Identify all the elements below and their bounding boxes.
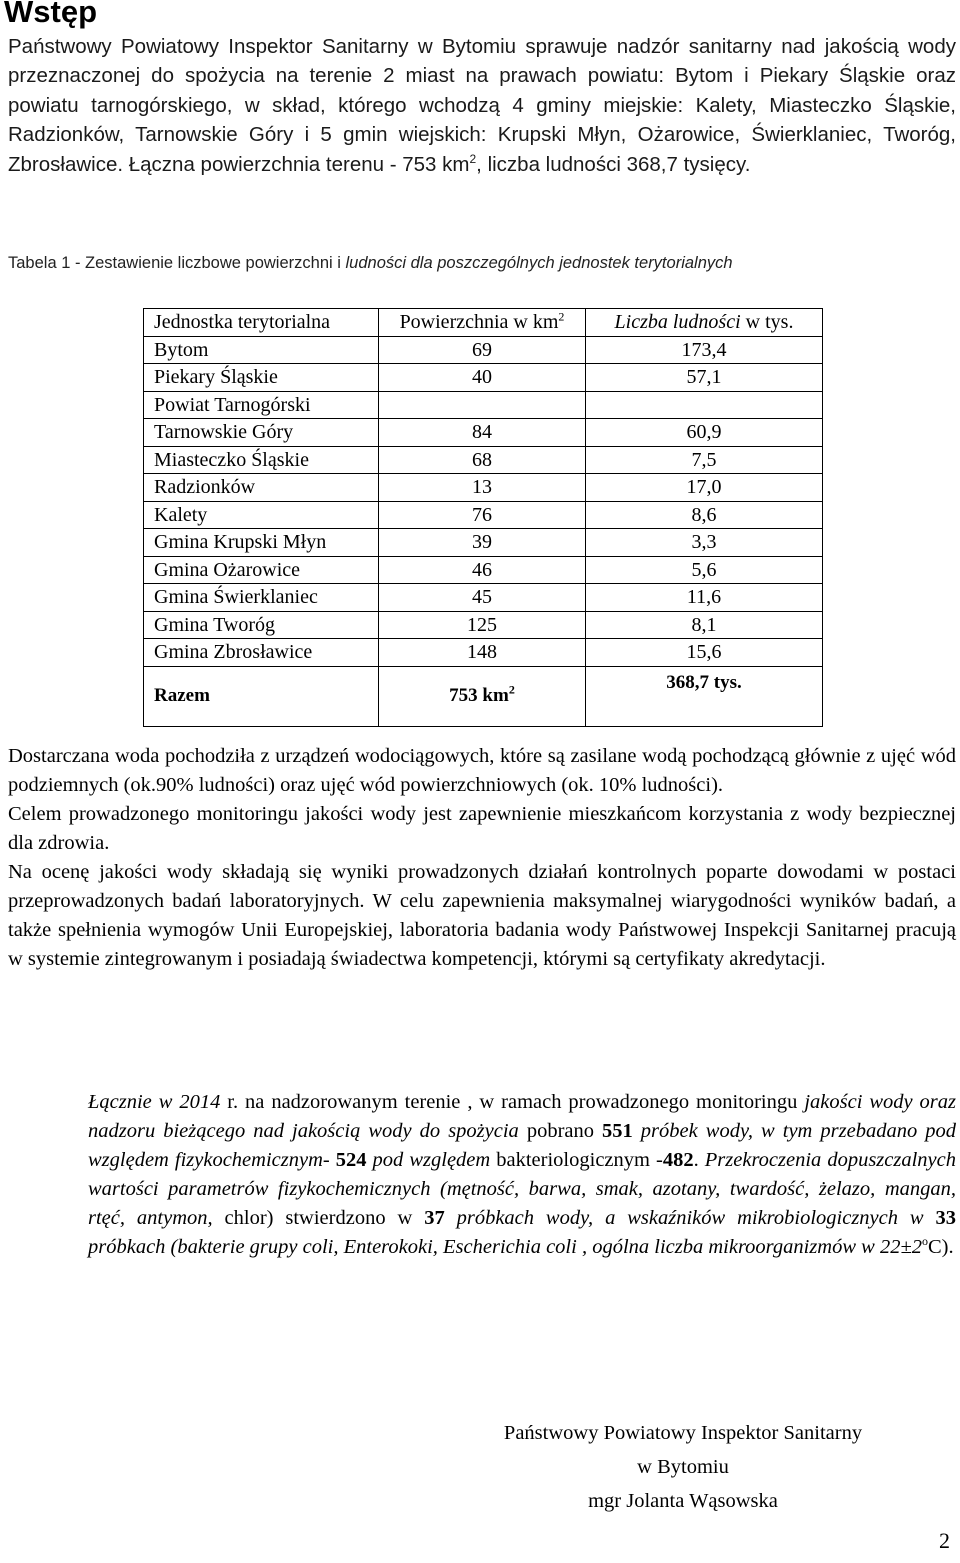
- summary-number: 482: [662, 1149, 694, 1171]
- summary-span: próbkach (bakterie grupy coli, Enterokoki, Escherichia coli , ogólna liczba mikroorganizmów w 22±2: [88, 1236, 922, 1258]
- total-population: 368,7 tys.: [586, 666, 823, 726]
- row-area: 76: [379, 501, 586, 529]
- body-paragraph: Dostarczana woda pochodziła z urządzeń wodociągowych, które są zasilane wodą pochodzącą głównie z ujęć wód podziemnych (ok.90% ludności) oraz ujęć wód powierzchniowych (ok. 10% ludności).: [8, 745, 956, 796]
- row-area: [379, 391, 586, 419]
- table-row: [144, 501, 823, 529]
- row-unit: Gmina Świerklaniec: [144, 584, 379, 612]
- header-area-sup: 2: [558, 309, 565, 324]
- header-population: [586, 309, 823, 337]
- signature-block: [448, 1416, 918, 1518]
- summary-span: pod względem: [366, 1149, 491, 1171]
- row-area: 40: [379, 364, 586, 392]
- caption-italic: ludności dla poszczególnych jednostek terytorialnych: [345, 254, 733, 272]
- table-row: [144, 336, 823, 364]
- table-header-row: [144, 309, 823, 337]
- summary-span: chlor) stwierdzono w: [212, 1207, 425, 1229]
- row-area: 69: [379, 336, 586, 364]
- row-population: [586, 391, 823, 419]
- table-row: [144, 474, 823, 502]
- page-title: Wstęp: [4, 0, 97, 29]
- row-population: 17,0: [586, 474, 823, 502]
- table-row: [144, 446, 823, 474]
- row-population: 60,9: [586, 419, 823, 447]
- header-population-italic: Liczba ludności: [614, 311, 741, 334]
- total-unit: Razem: [144, 666, 379, 726]
- row-population: 5,6: [586, 556, 823, 584]
- table-row: [144, 584, 823, 612]
- row-unit: Tarnowskie Góry: [144, 419, 379, 447]
- row-area: 46: [379, 556, 586, 584]
- total-area-sup: 2: [508, 682, 515, 697]
- row-unit: Gmina Krupski Młyn: [144, 529, 379, 557]
- row-area: 13: [379, 474, 586, 502]
- header-unit: Jednostka terytorialna: [144, 309, 379, 337]
- row-population: 8,1: [586, 611, 823, 639]
- table-row: [144, 611, 823, 639]
- body-section: [8, 742, 956, 974]
- signature-line: w Bytomiu: [637, 1456, 729, 1478]
- table-row: [144, 529, 823, 557]
- row-unit: Powiat Tarnogórski: [144, 391, 379, 419]
- row-area: 45: [379, 584, 586, 612]
- intro-unit-sup: 2: [469, 151, 477, 166]
- page-number: 2: [939, 1528, 950, 1553]
- row-unit: Radzionków: [144, 474, 379, 502]
- summary-span: próbek wody, w tym przebadano pod względem fizykochemicznym-: [88, 1120, 956, 1171]
- signature-line: Państwowy Powiatowy Inspektor Sanitarny: [503, 1422, 863, 1444]
- row-area: 125: [379, 611, 586, 639]
- summary-span: bakteriologicznym -: [490, 1149, 663, 1171]
- total-area-text: 753 km: [449, 685, 509, 706]
- row-unit: Miasteczko Śląskie: [144, 446, 379, 474]
- row-unit: Gmina Zbrosławice: [144, 639, 379, 667]
- row-area: 148: [379, 639, 586, 667]
- summary-span: C).: [927, 1236, 954, 1258]
- body-paragraph: Celem prowadzonego monitoringu jakości wody jest zapewnienie mieszkańcom korzystania z wody bezpiecznej dla zdrowia.: [8, 803, 956, 854]
- table-row: [144, 556, 823, 584]
- row-population: 173,4: [586, 336, 823, 364]
- summary-number: 33: [935, 1207, 956, 1229]
- intro-paragraph: [8, 32, 956, 179]
- degree-sup: o: [921, 1234, 928, 1249]
- table-row: [144, 364, 823, 392]
- table-total-row: [144, 666, 823, 726]
- row-area: 84: [379, 419, 586, 447]
- summary-span: próbkach wody, a wskaźników mikrobiologicznych w: [444, 1207, 936, 1229]
- header-population-rest: w tys.: [740, 311, 794, 334]
- body-paragraph: Na ocenę jakości wody składają się wyniki prowadzonych działań kontrolnych poparte dowodami w postaci przeprowadzonych badań laboratoryjnych. W celu zapewnienia maksymalnej wiarygodności wyników badań, a także spełnienia wymogów Unii Europejskiej, laboratoria badania wody Państwowej Inspekcji Sanitarnej pracują w systemie zintegrowanym i posiadają świadectwa kompetencji, którymi są certyfikaty akredytacji.: [8, 861, 956, 970]
- summary-span: r. na nadzorowanym terenie , w ramach prowadzonego monitoringu: [220, 1091, 805, 1113]
- row-population: 57,1: [586, 364, 823, 392]
- summary-span: pobrano: [518, 1120, 603, 1142]
- row-population: 8,6: [586, 501, 823, 529]
- row-population: 15,6: [586, 639, 823, 667]
- intro-text: Państwowy Powiatowy Inspektor Sanitarny w Bytomiu sprawuje nadzór sanitarny nad jakością wody przeznaczonej do spożycia na terenie 2 miast na prawach powiatu: Bytom i Piekary Śląskie oraz powiatu tarnogórskiego, w skład, którego wchodzą 4 gminy miejskie: Kalety, Miasteczko Śląskie, Radzionków, Tarnowskie Góry i 5 gmin wiejskich: Krupski Młyn, Ożarowice, Świerklaniec, Tworóg, Zbrosławice. Łączna powierzchnia terenu - 753 km: [8, 35, 956, 176]
- summary-span: Przekroczenia dopuszczalnych wartości parametrów fizykochemicznych (mętność, barwa, smak, azotany, twardość, żelazo, mangan, rtęć, antymon,: [88, 1149, 956, 1229]
- row-unit: Bytom: [144, 336, 379, 364]
- signature-line: mgr Jolanta Wąsowska: [588, 1490, 778, 1512]
- intro-text-end: , liczba ludności 368,7 tysięcy.: [476, 152, 751, 176]
- territory-table: [143, 308, 823, 727]
- header-area-text: Powierzchnia w km: [399, 311, 559, 334]
- total-area: [379, 666, 586, 726]
- summary-paragraph: [8, 1088, 956, 1262]
- row-unit: Kalety: [144, 501, 379, 529]
- caption-plain: Tabela 1 - Zestawienie liczbowe powierzchni i: [8, 254, 346, 272]
- row-unit: Piekary Śląskie: [144, 364, 379, 392]
- row-area: 39: [379, 529, 586, 557]
- row-population: 3,3: [586, 529, 823, 557]
- summary-number: 551: [602, 1120, 633, 1142]
- row-unit: Gmina Tworóg: [144, 611, 379, 639]
- row-unit: Gmina Ożarowice: [144, 556, 379, 584]
- header-area: [379, 309, 586, 337]
- table-row: [144, 391, 823, 419]
- summary-number: 37: [424, 1207, 445, 1229]
- summary-span: jakości wody oraz nadzoru bieżącego nad jakością wody do spożycia: [88, 1091, 957, 1142]
- row-population: 11,6: [586, 584, 823, 612]
- table-row: [144, 639, 823, 667]
- summary-span: Łącznie w 2014: [88, 1091, 221, 1113]
- summary-span: .: [693, 1149, 705, 1171]
- summary-number: 524: [335, 1149, 367, 1171]
- summary-text: [8, 1088, 956, 1262]
- row-population: 7,5: [586, 446, 823, 474]
- table-row: [144, 419, 823, 447]
- row-area: 68: [379, 446, 586, 474]
- table-caption: [8, 254, 956, 273]
